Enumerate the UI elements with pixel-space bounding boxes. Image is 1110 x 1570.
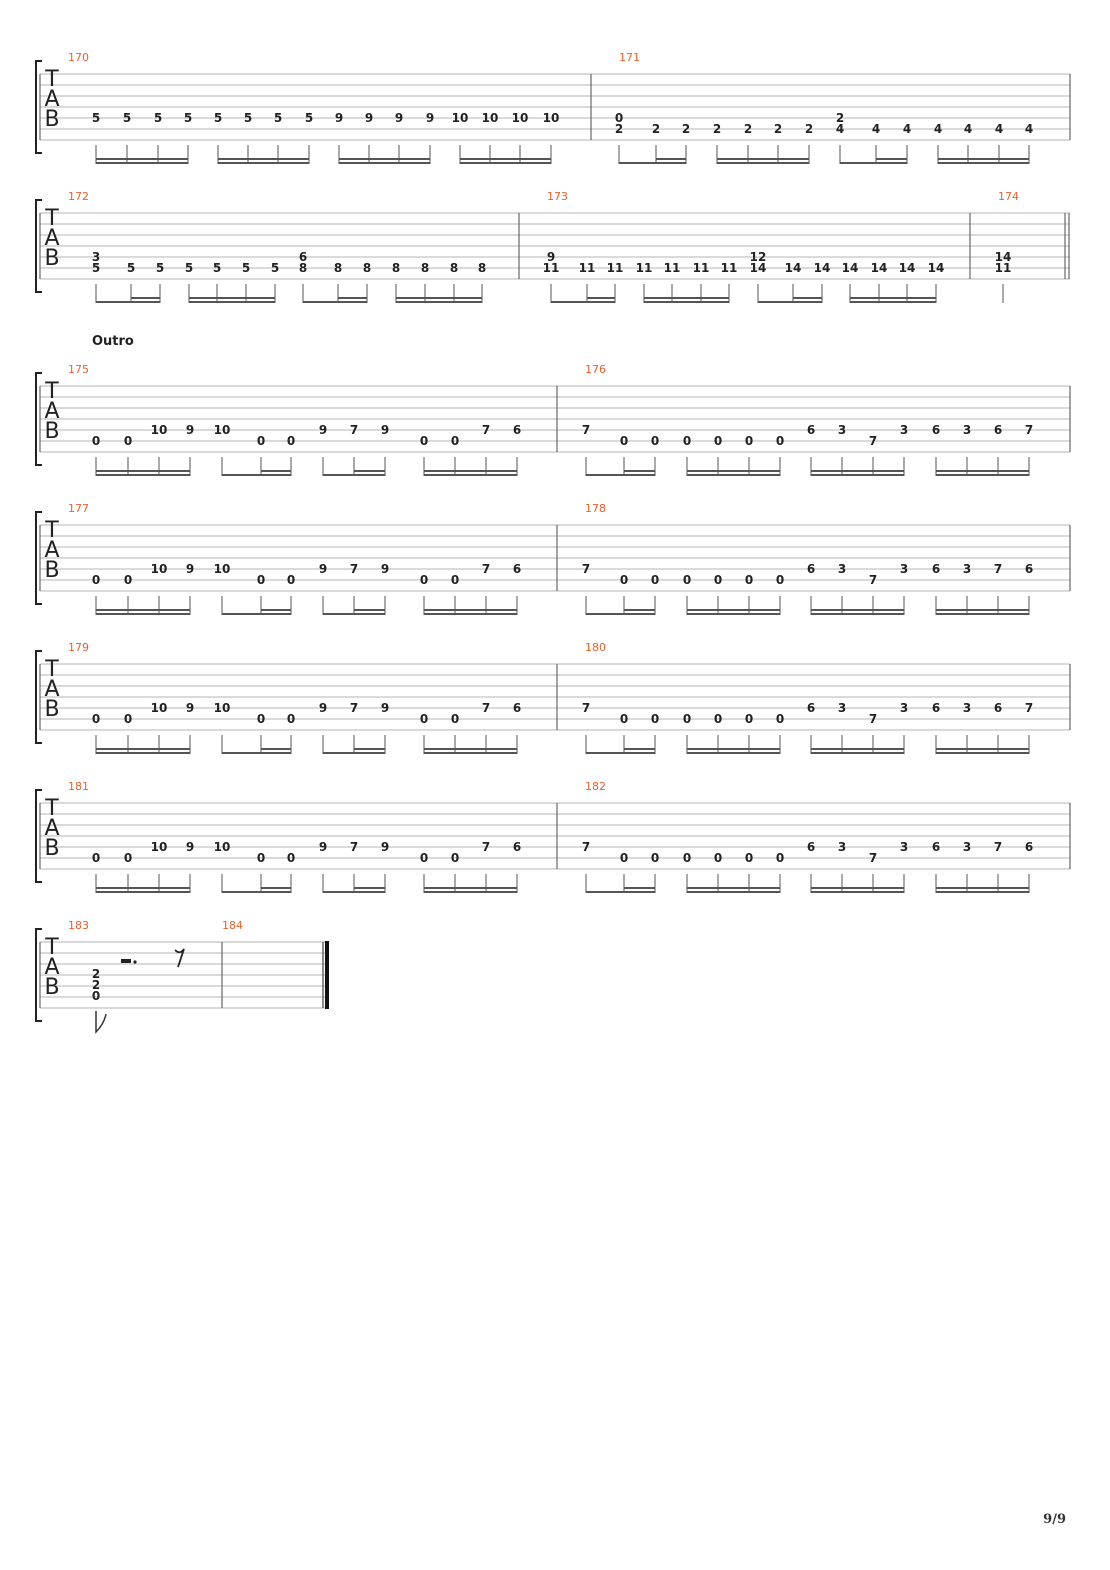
fret-number: 6 xyxy=(512,701,522,715)
fret-number: 6 xyxy=(806,423,816,437)
fret-number: 5 xyxy=(91,111,101,125)
fret-number: 7 xyxy=(349,423,359,437)
bar-number: 173 xyxy=(547,190,568,203)
tab-clef-letter: B xyxy=(44,697,60,722)
fret-number: 0 xyxy=(450,851,460,865)
tab-clef-letter: T xyxy=(45,796,59,821)
bar-number: 182 xyxy=(585,780,606,793)
fret-number: 9 xyxy=(364,111,374,125)
fret-number: 6 xyxy=(806,562,816,576)
fret-number: 2 xyxy=(712,122,722,136)
tab-clef-letter: A xyxy=(44,955,60,980)
bar-number: 175 xyxy=(68,363,89,376)
fret-number: 2 xyxy=(651,122,661,136)
fret-number: 8 xyxy=(449,261,459,275)
fret-number: 11 xyxy=(578,261,596,275)
fret-number: 6 xyxy=(993,423,1003,437)
bar-number: 172 xyxy=(68,190,89,203)
fret-number: 4 xyxy=(902,122,912,136)
fret-number: 0 xyxy=(744,712,754,726)
fret-number: 0 xyxy=(286,712,296,726)
fret-number: 7 xyxy=(868,573,878,587)
fret-number: 6 xyxy=(931,840,941,854)
fret-number: 9 xyxy=(318,701,328,715)
tab-clef-letter: T xyxy=(45,206,59,231)
fret-number: 7 xyxy=(868,434,878,448)
fret-number: 6 xyxy=(1024,562,1034,576)
fret-number: 0 xyxy=(682,712,692,726)
bar-number: 184 xyxy=(222,919,243,932)
bar-number: 176 xyxy=(585,363,606,376)
fret-number: 5 xyxy=(243,111,253,125)
fret-number: 0 xyxy=(450,712,460,726)
fret-number: 3 xyxy=(837,423,847,437)
fret-number: 14 xyxy=(784,261,802,275)
fret-number: 4 xyxy=(994,122,1004,136)
tab-clef-letter: B xyxy=(44,246,60,271)
bar-number: 170 xyxy=(68,51,89,64)
fret-number: 10 xyxy=(213,423,231,437)
fret-number: 3 xyxy=(962,701,972,715)
fret-number: 8 xyxy=(477,261,487,275)
fret-number: 10 xyxy=(481,111,499,125)
fret-number: 9 xyxy=(334,111,344,125)
fret-number: 4 xyxy=(963,122,973,136)
fret-number: 3 xyxy=(837,701,847,715)
fret-number: 8 xyxy=(298,261,308,275)
tab-clef-letter: B xyxy=(44,975,60,1000)
fret-number: 5 xyxy=(304,111,314,125)
tab-clef-letter: A xyxy=(44,816,60,841)
fret-number: 2 xyxy=(91,978,101,992)
fret-number: 0 xyxy=(619,712,629,726)
bar-number: 177 xyxy=(68,502,89,515)
fret-number: 7 xyxy=(581,840,591,854)
fret-number: 0 xyxy=(91,434,101,448)
fret-number: 9 xyxy=(425,111,435,125)
fret-number: 6 xyxy=(993,701,1003,715)
fret-number: 6 xyxy=(512,840,522,854)
fret-number: 3 xyxy=(91,250,101,264)
fret-number: 7 xyxy=(868,712,878,726)
fret-number: 0 xyxy=(775,434,785,448)
half-dotted-rest-icon xyxy=(121,959,131,963)
fret-number: 11 xyxy=(606,261,624,275)
fret-number: 5 xyxy=(273,111,283,125)
fret-number: 0 xyxy=(744,434,754,448)
fret-number: 2 xyxy=(835,111,845,125)
fret-number: 9 xyxy=(318,562,328,576)
fret-number: 6 xyxy=(1024,840,1034,854)
fret-number: 2 xyxy=(773,122,783,136)
fret-number: 0 xyxy=(619,573,629,587)
fret-number: 0 xyxy=(775,851,785,865)
fret-number: 0 xyxy=(713,573,723,587)
fret-number: 7 xyxy=(349,701,359,715)
fret-number: 6 xyxy=(931,701,941,715)
fret-number: 4 xyxy=(871,122,881,136)
fret-number: 0 xyxy=(614,111,624,125)
fret-number: 10 xyxy=(150,562,168,576)
fret-number: 3 xyxy=(837,562,847,576)
fret-number: 5 xyxy=(153,111,163,125)
fret-number: 0 xyxy=(91,851,101,865)
fret-number: 10 xyxy=(451,111,469,125)
fret-number: 8 xyxy=(420,261,430,275)
fret-number: 5 xyxy=(126,261,136,275)
fret-number: 0 xyxy=(286,851,296,865)
bar-number: 179 xyxy=(68,641,89,654)
tab-clef-letter: T xyxy=(45,657,59,682)
fret-number: 2 xyxy=(614,122,624,136)
fret-number: 6 xyxy=(806,701,816,715)
fret-number: 7 xyxy=(481,701,491,715)
fret-number: 7 xyxy=(581,701,591,715)
fret-number: 10 xyxy=(150,701,168,715)
tab-clef-letter: A xyxy=(44,538,60,563)
fret-number: 7 xyxy=(349,562,359,576)
fret-number: 0 xyxy=(744,573,754,587)
final-thick-barline xyxy=(325,941,329,1009)
fret-number: 0 xyxy=(419,434,429,448)
fret-number: 5 xyxy=(155,261,165,275)
fret-number: 4 xyxy=(933,122,943,136)
fret-number: 5 xyxy=(212,261,222,275)
fret-number: 0 xyxy=(650,573,660,587)
tab-clef-letter: A xyxy=(44,87,60,112)
fret-number: 14 xyxy=(813,261,831,275)
fret-number: 14 xyxy=(749,261,767,275)
fret-number: 9 xyxy=(318,840,328,854)
fret-number: 5 xyxy=(213,111,223,125)
fret-number: 7 xyxy=(868,851,878,865)
fret-number: 14 xyxy=(927,261,945,275)
fret-number: 0 xyxy=(744,851,754,865)
fret-number: 3 xyxy=(899,701,909,715)
fret-number: 0 xyxy=(619,434,629,448)
fret-number: 5 xyxy=(184,261,194,275)
fret-number: 3 xyxy=(899,423,909,437)
fret-number: 0 xyxy=(682,573,692,587)
fret-number: 3 xyxy=(962,423,972,437)
fret-number: 0 xyxy=(91,712,101,726)
fret-number: 10 xyxy=(542,111,560,125)
fret-number: 9 xyxy=(185,840,195,854)
fret-number: 8 xyxy=(333,261,343,275)
fret-number: 0 xyxy=(450,434,460,448)
fret-number: 0 xyxy=(123,434,133,448)
fret-number: 5 xyxy=(91,261,101,275)
fret-number: 0 xyxy=(286,573,296,587)
fret-number: 0 xyxy=(286,434,296,448)
fret-number: 7 xyxy=(349,840,359,854)
fret-number: 10 xyxy=(511,111,529,125)
fret-number: 7 xyxy=(481,423,491,437)
note-flag xyxy=(96,1011,106,1032)
fret-number: 0 xyxy=(123,573,133,587)
fret-number: 7 xyxy=(581,423,591,437)
fret-number: 0 xyxy=(256,573,266,587)
fret-number: 0 xyxy=(123,712,133,726)
fret-number: 3 xyxy=(837,840,847,854)
fret-number: 11 xyxy=(663,261,681,275)
fret-number: 2 xyxy=(91,967,101,981)
fret-number: 0 xyxy=(256,851,266,865)
fret-number: 0 xyxy=(682,851,692,865)
tab-clef-letter: B xyxy=(44,419,60,444)
fret-number: 3 xyxy=(962,840,972,854)
fret-number: 8 xyxy=(362,261,372,275)
fret-number: 9 xyxy=(380,701,390,715)
fret-number: 9 xyxy=(546,250,556,264)
fret-number: 3 xyxy=(899,840,909,854)
fret-number: 7 xyxy=(481,840,491,854)
fret-number: 4 xyxy=(835,122,845,136)
fret-number: 3 xyxy=(899,562,909,576)
tab-clef-letter: T xyxy=(45,379,59,404)
fret-number: 10 xyxy=(150,423,168,437)
fret-number: 10 xyxy=(213,701,231,715)
fret-number: 6 xyxy=(931,423,941,437)
fret-number: 14 xyxy=(994,250,1012,264)
tab-clef-letter: A xyxy=(44,399,60,424)
fret-number: 0 xyxy=(450,573,460,587)
fret-number: 0 xyxy=(256,434,266,448)
fret-number: 5 xyxy=(241,261,251,275)
fret-number: 0 xyxy=(713,712,723,726)
fret-number: 0 xyxy=(419,712,429,726)
fret-number: 7 xyxy=(1024,423,1034,437)
fret-number: 3 xyxy=(962,562,972,576)
fret-number: 7 xyxy=(993,840,1003,854)
fret-number: 10 xyxy=(150,840,168,854)
rest-dot-icon xyxy=(133,960,136,963)
fret-number: 5 xyxy=(122,111,132,125)
tab-clef-letter: T xyxy=(45,67,59,92)
fret-number: 2 xyxy=(743,122,753,136)
section-label: Outro xyxy=(92,334,134,349)
fret-number: 2 xyxy=(681,122,691,136)
fret-number: 14 xyxy=(870,261,888,275)
fret-number: 5 xyxy=(183,111,193,125)
fret-number: 0 xyxy=(713,434,723,448)
fret-number: 6 xyxy=(806,840,816,854)
fret-number: 0 xyxy=(650,851,660,865)
fret-number: 6 xyxy=(931,562,941,576)
fret-number: 5 xyxy=(270,261,280,275)
bar-number: 171 xyxy=(619,51,640,64)
tab-clef-letter: B xyxy=(44,836,60,861)
fret-number: 0 xyxy=(650,434,660,448)
fret-number: 11 xyxy=(635,261,653,275)
fret-number: 14 xyxy=(841,261,859,275)
bar-number: 174 xyxy=(998,190,1019,203)
tab-clef-letter: T xyxy=(45,518,59,543)
fret-number: 9 xyxy=(380,423,390,437)
fret-number: 0 xyxy=(775,573,785,587)
fret-number: 0 xyxy=(256,712,266,726)
fret-number: 0 xyxy=(419,573,429,587)
fret-number: 12 xyxy=(749,250,767,264)
fret-number: 11 xyxy=(994,261,1012,275)
fret-number: 7 xyxy=(993,562,1003,576)
fret-number: 0 xyxy=(713,851,723,865)
fret-number: 9 xyxy=(185,701,195,715)
bar-number: 178 xyxy=(585,502,606,515)
fret-number: 2 xyxy=(804,122,814,136)
fret-number: 6 xyxy=(298,250,308,264)
fret-number: 8 xyxy=(391,261,401,275)
page-number: 9/9 xyxy=(1043,1512,1066,1527)
fret-number: 0 xyxy=(91,573,101,587)
tab-clef-letter: B xyxy=(44,107,60,132)
fret-number: 0 xyxy=(123,851,133,865)
fret-number: 0 xyxy=(419,851,429,865)
fret-number: 10 xyxy=(213,562,231,576)
bar-number: 180 xyxy=(585,641,606,654)
fret-number: 4 xyxy=(1024,122,1034,136)
fret-number: 6 xyxy=(512,423,522,437)
fret-number: 0 xyxy=(619,851,629,865)
bar-number: 183 xyxy=(68,919,89,932)
fret-number: 9 xyxy=(185,562,195,576)
fret-number: 11 xyxy=(720,261,738,275)
fret-number: 0 xyxy=(682,434,692,448)
fret-number: 11 xyxy=(692,261,710,275)
fret-number: 0 xyxy=(650,712,660,726)
fret-number: 7 xyxy=(581,562,591,576)
fret-number: 0 xyxy=(775,712,785,726)
bar-number: 181 xyxy=(68,780,89,793)
fret-number: 11 xyxy=(542,261,560,275)
fret-number: 9 xyxy=(318,423,328,437)
fret-number: 9 xyxy=(394,111,404,125)
fret-number: 14 xyxy=(898,261,916,275)
fret-number: 9 xyxy=(380,562,390,576)
fret-number: 0 xyxy=(91,989,101,1003)
tab-clef-letter: A xyxy=(44,226,60,251)
tab-clef-letter: T xyxy=(45,935,59,960)
tab-clef-letter: A xyxy=(44,677,60,702)
fret-number: 7 xyxy=(1024,701,1034,715)
fret-number: 10 xyxy=(213,840,231,854)
fret-number: 9 xyxy=(185,423,195,437)
fret-number: 7 xyxy=(481,562,491,576)
fret-number: 9 xyxy=(380,840,390,854)
tab-clef-letter: B xyxy=(44,558,60,583)
fret-number: 6 xyxy=(512,562,522,576)
